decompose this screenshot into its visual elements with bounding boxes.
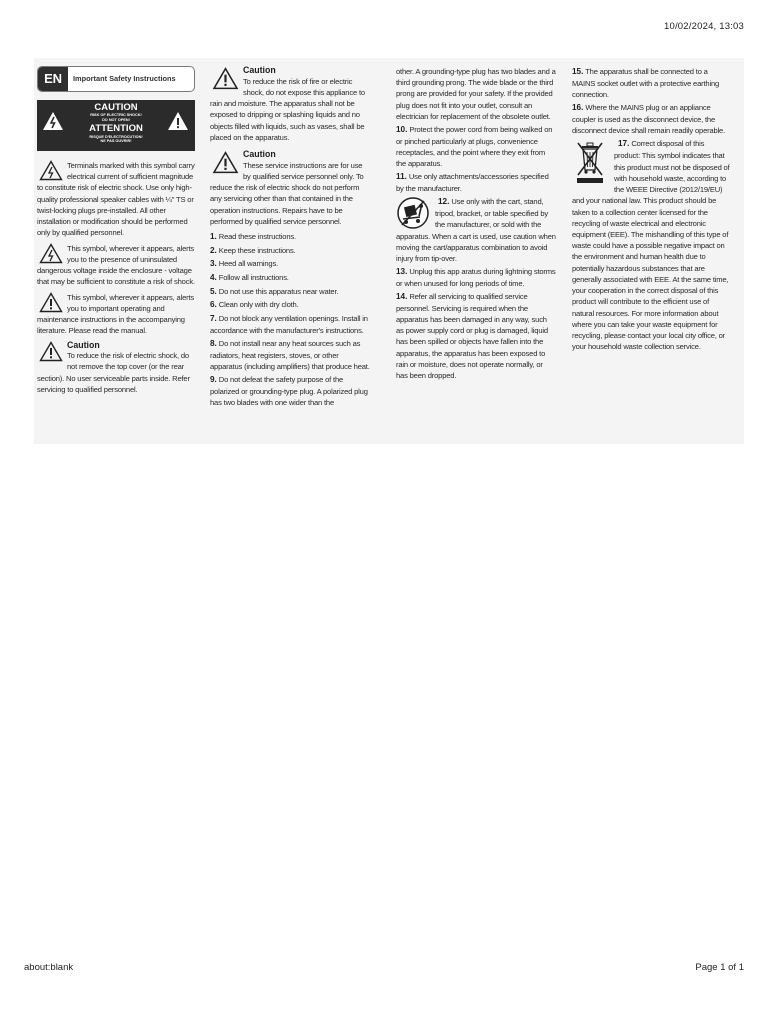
continued-text: other. A grounding-type plug has two blades and a third grounding prong. The wide blade or the third prong are provided for your safety. If the provided plug does not fit into your outlet, consult an electrician for replacement of the obsolete outlet.	[396, 67, 556, 121]
list-item	[210, 286, 370, 298]
list-item	[396, 266, 556, 289]
column-1	[37, 66, 195, 395]
section-title: Important Safety Instructions	[73, 73, 176, 83]
list-item	[396, 291, 556, 382]
column-2	[210, 66, 370, 409]
list-item	[572, 102, 732, 137]
item-number: 8.	[210, 338, 217, 348]
item-text: Protect the power cord from being walked on or pinched particularly at plugs, convenience receptacles, and the point where they exit from the apparatus.	[396, 124, 553, 169]
column-3	[396, 66, 556, 381]
caution-heading: Caution	[243, 66, 276, 75]
item-text: Clean only with dry cloth.	[218, 300, 299, 310]
exclamation-warning-icon	[167, 111, 189, 131]
item-text: Do not defeat the safety purpose of the polarized or grounding-type plug. A polarized plug has two blades with one wider than the	[210, 374, 368, 408]
voltage-symbol-text: This symbol, wherever it appears, alerts you to the presence of uninsulated dangerous voltage inside the enclosure - voltage that may be sufficient to constitute a risk of shock.	[37, 243, 195, 287]
list-item	[210, 258, 370, 270]
item-text: Use only with the cart, stand, tripod, bracket, or table specified by the manufacturer, or sold with the apparatus. When a cart is used, use caution when moving the cart/apparatus combination to avoid injury from tip-over.	[396, 196, 556, 263]
item-number: 4.	[210, 273, 217, 283]
manual-symbol-text: This symbol, wherever it appears, alerts you to important operating and maintenance instructions in the accompanying literature. Please read the manual.	[37, 292, 195, 336]
exclamation-warning-icon	[212, 67, 239, 90]
exclamation-warning-icon	[212, 151, 239, 174]
print-url: about:blank	[24, 962, 74, 973]
item-text: Use only attachments/accessories specified by the manufacturer.	[396, 172, 549, 194]
caution-subtitle-2: DO NOT OPEN!	[102, 117, 130, 122]
item-text: Unplug this app aratus during lightning storms or when unused for long periods of time.	[396, 266, 556, 288]
attention-subtitle-1: RISQUE D'ELECTROCUTION!	[89, 134, 143, 139]
caution-label-box	[37, 100, 195, 151]
caution-rain-moisture	[210, 66, 370, 143]
list-item	[396, 171, 556, 194]
list-item	[572, 138, 732, 352]
electric-shock-warning-icon	[42, 111, 64, 131]
item-number: 11.	[396, 172, 407, 182]
item-text: Heed all warnings.	[218, 259, 279, 269]
print-page-number: Page 1 of 1	[695, 962, 744, 973]
attention-subtitle-2: NE PAS OUVRIR!	[100, 138, 132, 143]
caution-title: CAUTION	[94, 102, 138, 113]
caution-heading: Caution	[67, 340, 100, 350]
item-text: Where the MAINS plug or an appliance coupler is used as the disconnect device, the disconnect device shall remain readily operable.	[572, 103, 726, 136]
caution-text: To reduce the risk of electric shock, do not remove the top cover (or the rear section). No user serviceable parts inside. Refer servicing to qualified personnel.	[37, 351, 190, 394]
voltage-symbol-note	[37, 243, 195, 288]
terminal-symbol-note	[37, 160, 195, 239]
electric-shock-warning-icon	[39, 243, 63, 264]
item-number: 16.	[572, 103, 584, 113]
list-item	[210, 272, 370, 284]
manual-symbol-note	[37, 292, 195, 337]
item-text: Follow all instructions.	[218, 273, 289, 283]
item-text: Refer all servicing to qualified service personnel. Servicing is required when the apparatus has been damaged in any way, such as power supply cord or plug is damaged, liquid has been spilled or objects have fallen into the apparatus, the apparatus has been exposed to rain or moisture, does not operate normally, or has been dropped.	[396, 291, 548, 381]
list-item	[396, 124, 556, 170]
item-number: 17.	[618, 139, 630, 149]
crossed-out-bin-icon	[572, 140, 608, 184]
list-item	[210, 245, 370, 257]
caution-text: These service instructions are for use by qualified service personnel only. To reduce the risk of electric shock do not perform any servicing other than that contained in the operation instructions. Repairs have to be performed by qualified service personnel.	[210, 160, 364, 226]
item-text: The apparatus shall be connected to a MAINS socket outlet with a protective earthing connection.	[572, 67, 720, 100]
exclamation-warning-icon	[39, 341, 63, 362]
attention-title: ATTENTION	[89, 123, 143, 135]
item-number: 10.	[396, 124, 408, 134]
item-number: 7.	[210, 314, 217, 323]
list-item	[210, 299, 370, 311]
item-text: Read these instructions.	[218, 232, 296, 242]
list-item	[210, 374, 370, 409]
list-item	[210, 231, 370, 243]
item-number: 2.	[210, 245, 217, 255]
caution-service-personnel	[210, 150, 370, 227]
item-number: 1.	[210, 232, 217, 242]
item-number: 15.	[572, 67, 584, 76]
list-item	[396, 196, 556, 264]
list-item	[210, 338, 370, 373]
print-datetime: 10/02/2024, 13:03	[664, 21, 744, 32]
safety-instructions-sheet	[34, 58, 744, 444]
item-text: Do not use this apparatus near water.	[218, 286, 339, 296]
caution-heading: Caution	[243, 150, 276, 160]
list-item	[572, 66, 732, 101]
column-4	[572, 66, 732, 353]
item-number: 6.	[210, 300, 217, 310]
electric-shock-warning-icon	[39, 160, 63, 181]
item-text: Keep these instructions.	[218, 245, 296, 255]
section-header	[37, 66, 195, 92]
item-number: 3.	[210, 259, 217, 269]
list-item	[210, 313, 370, 336]
item-text: Do not install near any heat sources such as radiators, heat registers, stoves, or other apparatus (including amplifiers) that produce heat.	[210, 338, 370, 372]
item-number: 13.	[396, 266, 408, 276]
caution-subtitle-1: RISK OF ELECTRIC SHOCK!	[90, 113, 142, 118]
caution-text: To reduce the risk of fire or electric shock, do not expose this appliance to rain and moisture. The apparatus shall not be exposed to dripping or splashing liquids and no objects filled with liquids, such as vases, shall be placed on the apparatus.	[210, 76, 365, 142]
item-text: Correct disposal of this product: This symbol indicates that this product must not be disposed of with household waste, according to the WEEE Directive (2012/19/EU) and your national law. This product should be taken to a collection center licensed for the recycling of waste electrical and electronic equipment (EEE). The mishandling of this type of waste could have a possible negative impact on the environment and human health due to potentially hazardous substances that are generally associated with EEE. At the same time, your cooperation in the correct disposal of this product will contribute to the efficient use of natural resources. For more information about where you can take your waste equipment for recycling, please contact your local city office, or your household waste collection service.	[572, 139, 730, 352]
item-text: Do not block any ventilation openings. Install in accordance with the manufacturer's instructions.	[210, 314, 368, 336]
language-badge: EN	[38, 67, 68, 91]
item-number: 5.	[210, 286, 217, 296]
terminal-symbol-text: Terminals marked with this symbol carry electrical current of sufficient magnitude to constitute risk of electric shock. Use only high-quality professional speaker cables with ¼" TS or twist-locking plugs pre-installed. All other installation or modification should be performed only by qualified personnel.	[37, 161, 195, 238]
item-number: 9.	[210, 374, 217, 384]
item-number: 14.	[396, 291, 408, 301]
cart-tipover-warning-icon	[396, 197, 430, 229]
exclamation-warning-icon	[39, 292, 63, 313]
caution-top-cover	[37, 341, 195, 396]
item-number: 12.	[438, 196, 450, 206]
